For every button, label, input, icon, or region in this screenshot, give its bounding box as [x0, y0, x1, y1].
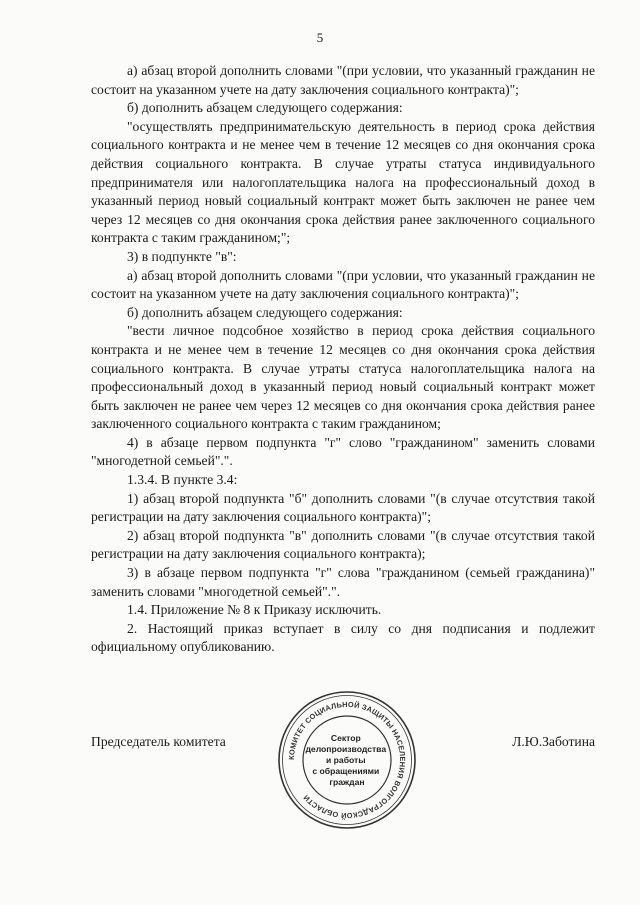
document-body	[91, 62, 595, 657]
signer-name: Л.Ю.Заботина	[512, 734, 595, 749]
official-stamp	[276, 689, 418, 831]
stamp-seal-graphic	[276, 689, 418, 831]
paragraph: а) абзац второй дополнить словами "(при условии, что указанный гражданин не состоит на указанном учете на дату заключения социального контракта)";	[91, 267, 595, 302]
paragraph: б) дополнить абзацем следующего содержания:	[127, 304, 403, 320]
paragraph: 1.4. Приложение № 8 к Приказу исключить.	[127, 602, 382, 618]
paragraph: 3) в абзаце первом подпункта "г" слова "гражданином (семьей гражданина)" заменить словами "многодетной семьей".".	[91, 565, 595, 599]
paragraph: "вести личное подсобное хозяйство в период срока действия социального контракта и не менее чем в течение 12 месяцев со дня окончания срока действия социального контракта. В случае утраты статуса налогоплательщика налога на профессиональный доход в указанный период новый социальный контракт может быть заключен не ранее чем через 12 месяцев со дня окончания срока действия ранее заключенного социального контракта с таким гражданином;	[91, 323, 595, 432]
paragraph: 1) абзац второй подпункта "б" дополнить словами "(в случае отсутствия такой регистрации на дату заключения социального контракта)";	[91, 490, 595, 525]
paragraph: 3) в подпункте "в":	[127, 248, 237, 264]
stamp-center-text: Сектор делопроизводства и работы с обращениями граждан	[305, 733, 387, 787]
paragraph: 1.3.4. В пункте 3.4:	[127, 472, 238, 488]
stamp-ring-text: КОМИТЕТ СОЦИАЛЬНОЙ ЗАЩИТЫ НАСЕЛЕНИЯ ВОЛГОГРАДСКОЙ ОБЛАСТИ	[286, 699, 408, 821]
signer-title: Председатель комитета	[91, 734, 226, 749]
paragraph: 2) абзац второй подпункта "в" дополнить словами "(в случае отсутствия такой регистрации на дату заключения социального контракта);	[91, 527, 595, 562]
paragraph: 4) в абзаце первом подпункта "г" слово "гражданином" заменить словами "многодетной семьей".".	[91, 434, 595, 469]
paragraph: а) абзац второй дополнить словами "(при условии, что указанный гражданин не состоит на указанном учете на дату заключения социального контракта)";	[91, 63, 595, 97]
paragraph: "осуществлять предпринимательскую деятельность в период срока действия социального контракта и не менее чем в течение 12 месяцев со дня окончания срока действия социального контракта. В случае утраты статуса индивидуального предпринимателя или налогоплательщика налога на профессиональный доход в указанный период новый социальный контракт может быть заключен не ранее чем через 12 месяцев со дня окончания срока действия ранее заключенного социального контракта с таким гражданином;";	[91, 118, 595, 246]
page-number: 5	[316, 30, 324, 45]
paragraph: б) дополнить абзацем следующего содержания:	[127, 100, 403, 116]
paragraph: 2. Настоящий приказ вступает в силу со дня подписания и подлежит официальному опубликованию.	[91, 620, 595, 655]
